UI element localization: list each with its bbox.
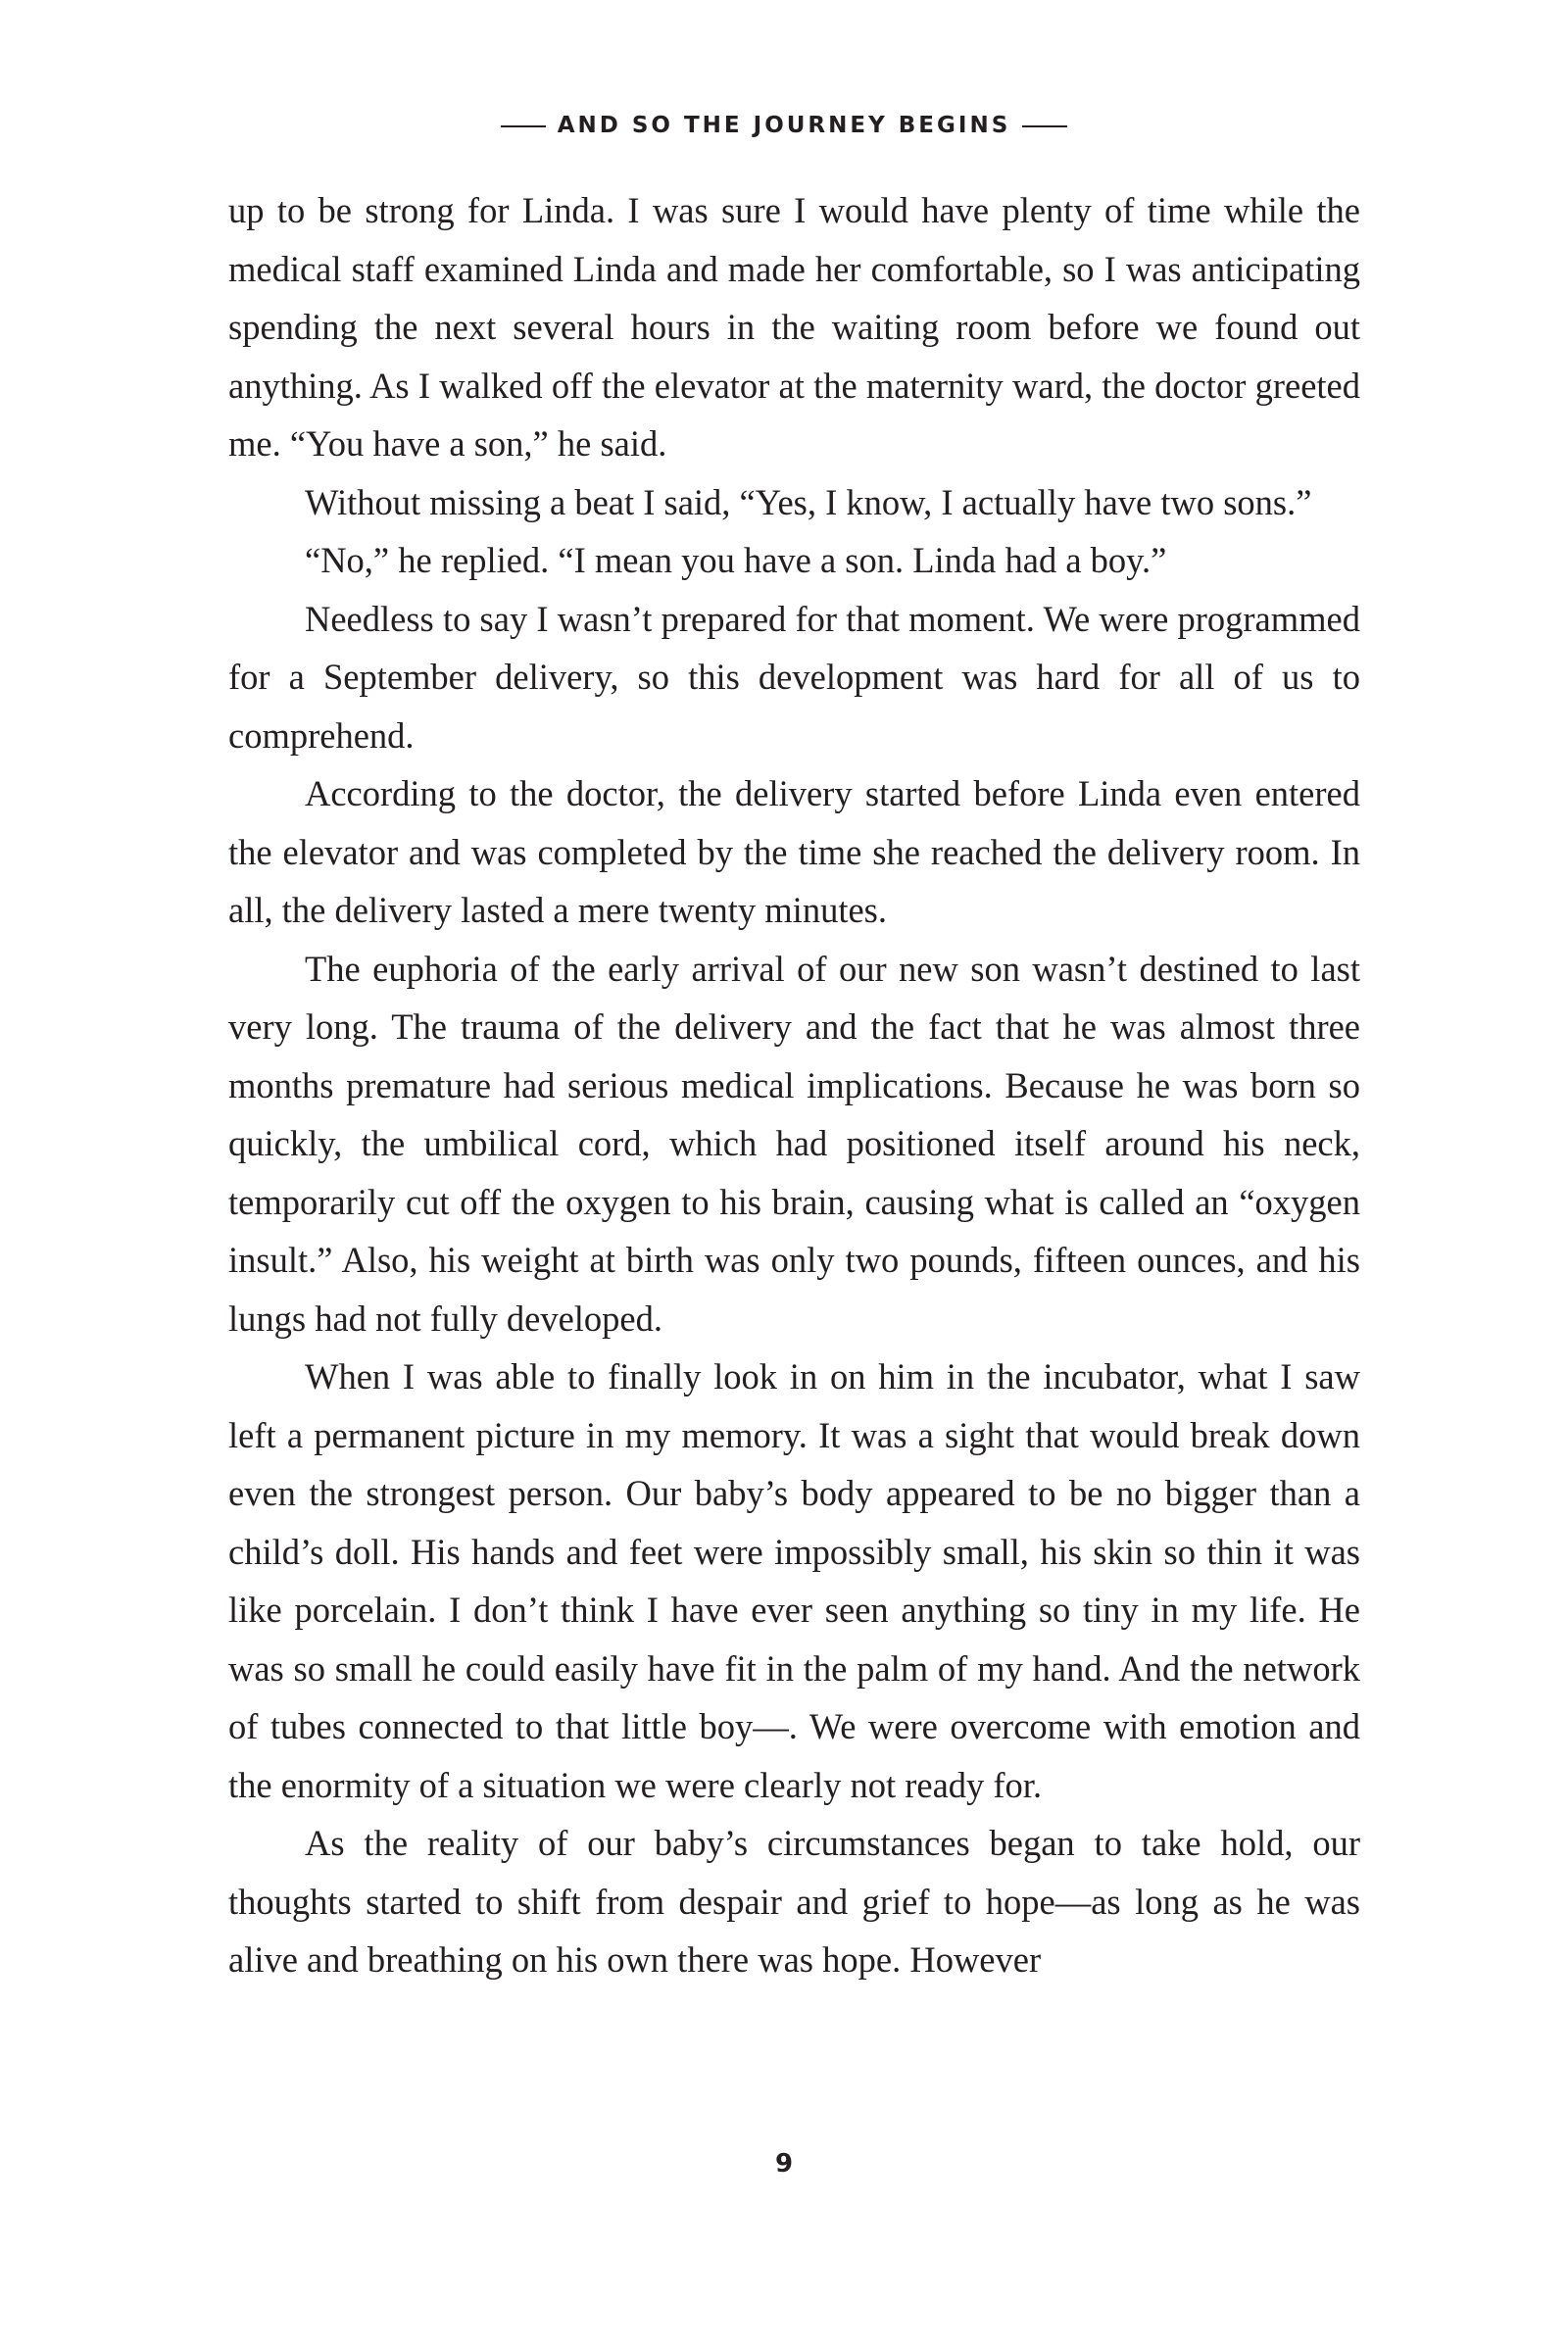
header-left-rule bbox=[501, 125, 546, 127]
paragraph: According to the doctor, the delivery started before Linda even entered the elevator and was completed by the time she reached the delivery room. In all, the delivery lasted a mere twenty minutes. bbox=[228, 773, 1360, 930]
paragraph: When I was able to finally look in on him in the incubator, what I saw left a permanent picture in my memory. It was a sight that would break down even the strongest person. Our baby’s body appeared to be no bigger than a child’s doll. His hands and feet were impossibly small, his skin so thin it was like porcelain. I don’t think I have ever seen anything so tiny in my life. He was so small he could easily have fit in the palm of my hand. And the network of tubes connected to that little boy—. We were overcome with emotion and the enormity of a situation we were clearly not ready for. bbox=[228, 1356, 1360, 1805]
body-text bbox=[228, 181, 1360, 1989]
running-header bbox=[0, 106, 1568, 145]
paragraph: Without missing a beat I said, “Yes, I know, I actually have two sons.” bbox=[305, 481, 1312, 522]
header-right-rule bbox=[1022, 125, 1067, 127]
paragraph: Needless to say I wasn’t prepared for that moment. We were programmed for a September delivery, so this development was hard for all of us to comprehend. bbox=[228, 598, 1360, 756]
paragraph: As the reality of our baby’s circumstances began to take hold, our thoughts started to shift from despair and grief to hope—as long as he was alive and breathing on his own there was hope. However bbox=[228, 1823, 1360, 1980]
paragraph: The euphoria of the early arrival of our new son wasn’t destined to last very long. The trauma of the delivery and the fact that he was almost three months premature had serious medical implications. Because he was born so quickly, the umbilical cord, which had positioned itself around his neck, temporarily cut off the oxygen to his brain, causing what is called an “oxygen insult.” Also, his weight at birth was only two pounds, fifteen ounces, and his lungs had not fully developed. bbox=[228, 948, 1360, 1339]
paragraph: up to be strong for Linda. I was sure I would have plenty of time while the medical staff examined Linda and made her comfortable, so I was anticipating spending the next several hours in the waiting room before we found out anything. As I walked off the elevator at the maternity ward, the doctor greeted me. “You have a son,” he said. bbox=[228, 190, 1360, 464]
paragraph: “No,” he replied. “I mean you have a son. Linda had a boy.” bbox=[305, 540, 1167, 580]
running-title: AND SO THE JOURNEY BEGINS bbox=[557, 113, 1011, 138]
page-number: 9 bbox=[774, 2149, 794, 2179]
